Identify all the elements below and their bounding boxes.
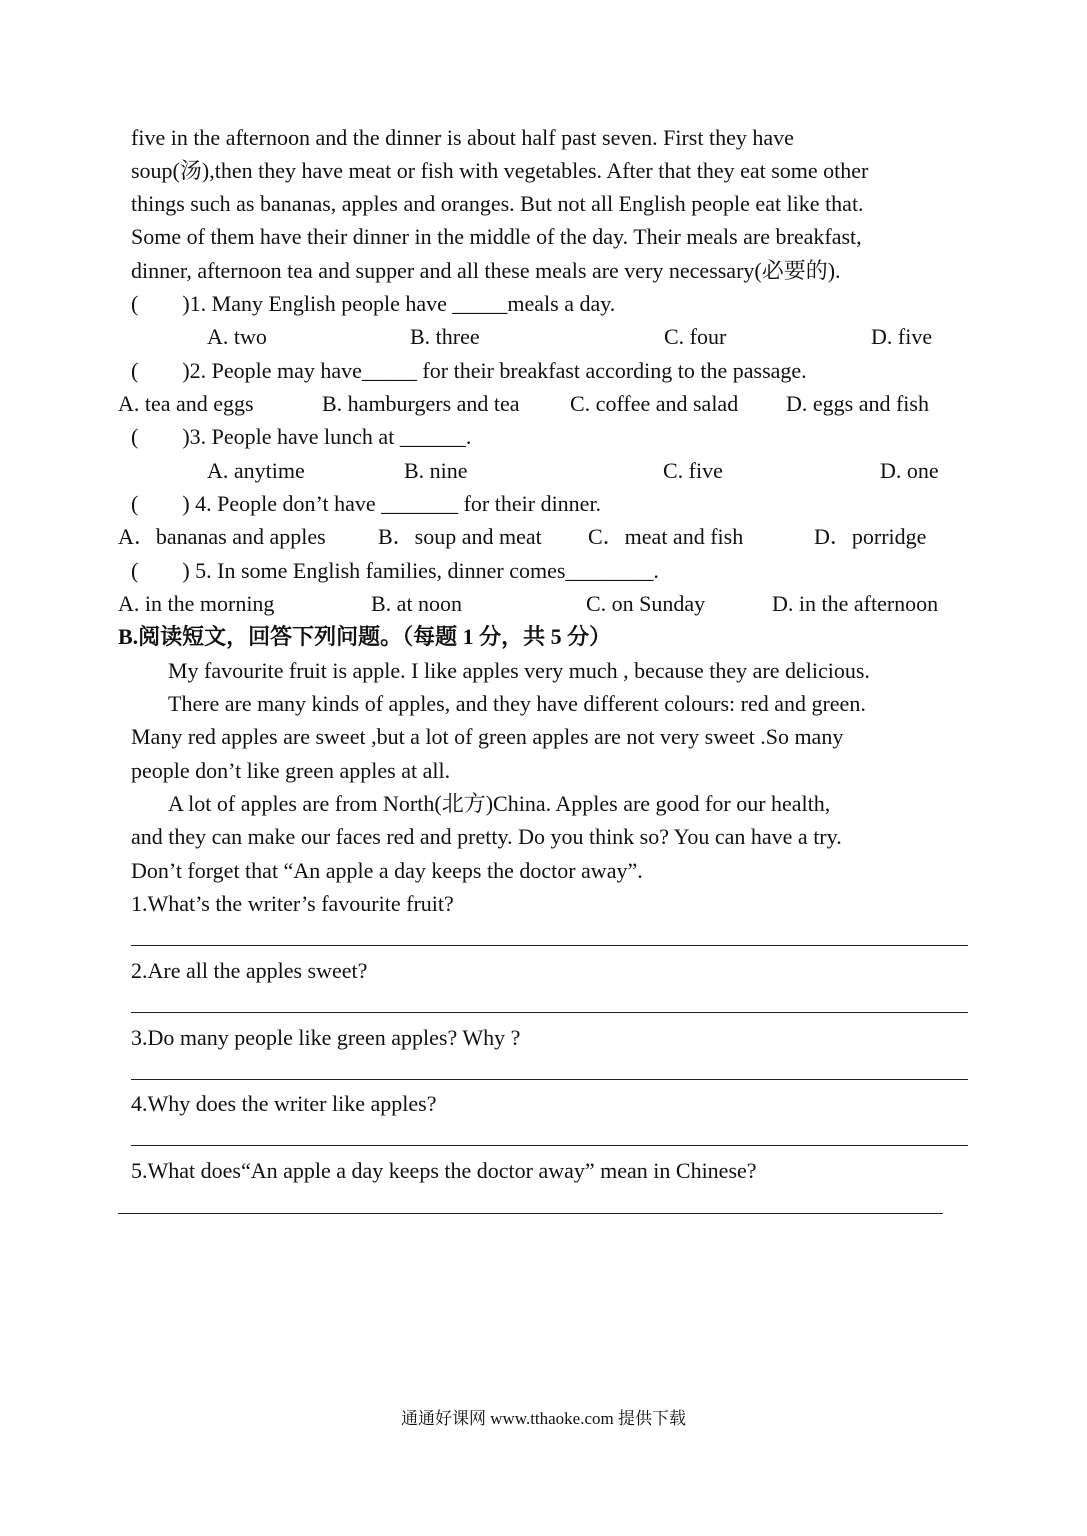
answer-line-4[interactable] xyxy=(131,1145,968,1146)
passage-b-line: Many red apples are sweet ,but a lot of green apples are not very sweet .So many xyxy=(131,724,844,749)
passage-line: Some of them have their dinner in the middle of the day. Their meals are breakfast, xyxy=(131,224,862,249)
answer-line-3[interactable] xyxy=(131,1079,968,1080)
passage-line: five in the afternoon and the dinner is about half past seven. First they have xyxy=(131,125,794,150)
question-stem-4: ( ) 4. People don’t have _______ for their dinner. xyxy=(131,491,602,516)
short-answer-question-2: 2.Are all the apples sweet? xyxy=(131,958,368,983)
passage-b-line: My favourite fruit is apple. I like apples very much , because they are delicious. xyxy=(168,658,870,683)
answer-line-1[interactable] xyxy=(131,945,968,946)
option-3a: A. anytime xyxy=(207,458,305,483)
option-1d: D. five xyxy=(871,324,933,349)
option-4d: D．porridge xyxy=(814,524,927,549)
option-5c: C. on Sunday xyxy=(586,591,706,616)
option-1b: B. three xyxy=(410,324,480,349)
option-4b: B．soup and meat xyxy=(378,524,542,549)
passage-line: things such as bananas, apples and oranges. But not all English people eat like that. xyxy=(131,191,864,216)
short-answer-question-5: 5.What does“An apple a day keeps the doctor away” mean in Chinese? xyxy=(131,1158,757,1183)
passage-b-line: A lot of apples are from North(北方)China. Apples are good for our health, xyxy=(168,791,831,816)
answer-line-2[interactable] xyxy=(131,1012,968,1013)
question-stem-5: ( ) 5. In some English families, dinner comes________. xyxy=(131,558,659,583)
answer-line-5[interactable] xyxy=(118,1213,943,1214)
option-5b: B. at noon xyxy=(371,591,463,616)
passage-b-line: Don’t forget that “An apple a day keeps the doctor away”. xyxy=(131,858,643,883)
passage-line: soup(汤),then they have meat or fish with vegetables. After that they eat some other xyxy=(131,158,869,183)
option-1c: C. four xyxy=(664,324,727,349)
question-stem-2: ( )2. People may have_____ for their breakfast according to the passage. xyxy=(131,358,807,383)
passage-b-line: There are many kinds of apples, and they have different colours: red and green. xyxy=(168,691,866,716)
option-4a: A．bananas and apples xyxy=(118,524,326,549)
question-stem-3: ( )3. People have lunch at ______. xyxy=(131,424,472,449)
passage-line: dinner, afternoon tea and supper and all these meals are very necessary(必要的). xyxy=(131,258,841,283)
option-3b: B. nine xyxy=(404,458,468,483)
option-3c: C. five xyxy=(663,458,723,483)
passage-b-line: and they can make our faces red and pretty. Do you think so? You can have a try. xyxy=(131,824,842,849)
footer-source: 通通好课网 www.tthaoke.com 提供下载 xyxy=(400,1409,687,1428)
option-2b: B. hamburgers and tea xyxy=(322,391,520,416)
option-2c: C. coffee and salad xyxy=(570,391,739,416)
option-2d: D. eggs and fish xyxy=(786,391,929,416)
option-2a: A. tea and eggs xyxy=(118,391,254,416)
option-4c: C．meat and fish xyxy=(588,524,744,549)
option-1a: A. two xyxy=(207,324,267,349)
short-answer-question-1: 1.What’s the writer’s favourite fruit? xyxy=(131,891,454,916)
passage-b-line: people don’t like green apples at all. xyxy=(131,758,451,783)
short-answer-question-4: 4.Why does the writer like apples? xyxy=(131,1091,437,1116)
option-3d: D. one xyxy=(880,458,939,483)
option-5a: A. in the morning xyxy=(118,591,275,616)
short-answer-question-3: 3.Do many people like green apples? Why ? xyxy=(131,1025,521,1050)
section-b-heading: B.阅读短文，回答下列问题。（每题 1 分，共 5 分） xyxy=(118,624,612,649)
option-5d: D. in the afternoon xyxy=(772,591,939,616)
question-stem-1: ( )1. Many English people have _____meals a day. xyxy=(131,291,616,316)
